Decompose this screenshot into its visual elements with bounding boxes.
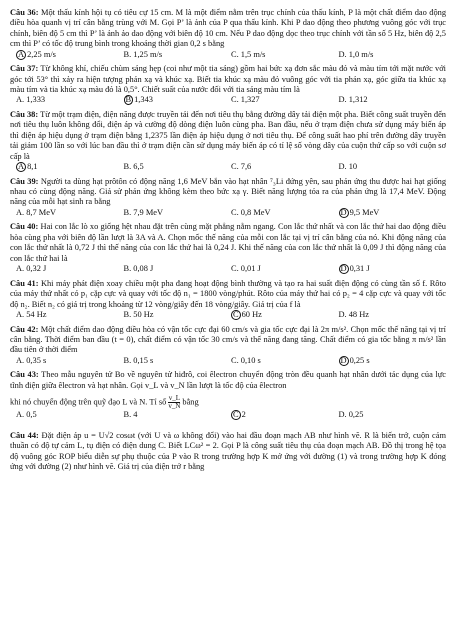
question-label: Câu 42: [10,324,39,334]
circled-letter-icon: A [18,49,25,59]
answer-option-b[interactable] [124,356,232,367]
question-body-end: bằng [182,397,199,407]
answer-option-c[interactable] [231,50,339,61]
question-text [10,370,446,391]
answer-option-a[interactable] [16,356,124,367]
answer-option-text: D. 1,0 m/s [338,49,374,59]
question-text [10,431,446,473]
answer-option-text: 2,25 m/s [27,49,56,59]
question-body-cont: khi nó chuyển động trên quỹ đạo L và N. Tỉ số [10,397,167,407]
answer-options [16,356,446,367]
answer-option-text: B. 1,25 m/s [123,49,163,59]
answer-option-d[interactable] [339,208,447,219]
answer-option-text: C. 1,5 m/s [231,49,266,59]
question-body: Từ một trạm điện, điện năng được truyền tải đến nơi tiêu thụ bằng đường dây tải điện một pha. Biết công suất truyền đến nơi tiêu thụ luôn không đổi, điện áp và cường độ dòng điện luôn cùng pha. Ban đầu, nếu ở trạm điện chưa sử dụng máy biến áp thì điện áp hiệu dụng ở trạm điện bằng 1,2375 lần điện áp hiệu dụng ở nơi tiêu thụ. Để công suất hao phí trên đường dây truyền tải giảm 100 lần so với lúc ban đầu thì ở trạm điện cần sử dụng máy biến áp có tỉ lệ số vòng dây của cuộn thứ cấp so với cuộn sơ cấp là [10,110,446,161]
answer-options [16,208,446,219]
circled-letter-icon: C [233,309,239,319]
question-43 [10,370,446,420]
question-36 [10,8,446,60]
fraction-numerator: v_L [168,394,180,403]
answer-option-text: 2 [241,410,246,420]
answer-option-text: 9,5 MeV [349,207,380,217]
answer-option-d[interactable] [339,95,447,106]
answer-option-text: A. 0,35 s [16,355,47,365]
answer-option-d[interactable] [339,50,447,61]
answer-option-b[interactable] [124,50,232,61]
question-label: Câu 36: [10,8,39,17]
question-text-cont [10,395,446,410]
question-body: Một thấu kính hội tụ có tiêu cự 15 cm. M là một điểm nằm trên trục chính của thấu kính, P là một chất điểm dao động điều hòa quanh vị trí cân bằng trùng với M. Gọi P’ là ảnh của P qua thấu kính. Khi P dao động theo phương vuông góc với trục chính, biên độ 5 cm thì P’ là ảnh ảo dao động với biên độ 10 cm. Nếu P dao động dọc theo trục chính với tần số 5 Hz, biên độ 2,5 cm thì P’ có tốc độ trung bình trong khoảng thời gian 0,2 s bằng [10,8,446,49]
answer-option-b[interactable] [124,95,232,106]
answer-option-a[interactable] [16,208,124,219]
answer-option-text: 0,31 J [349,264,370,274]
question-body: Theo mẫu nguyên tử Bo về nguyên tử hiđrô, coi êlectron chuyển động tròn đều quanh hạt nhân dưới tác dụng của lực tĩnh điện giữa êlectron và hạt nhân. Gọi v_L và v_N lần lượt là tốc độ của êlectron [10,370,446,390]
question-body: Đặt điện áp u = U√2 cosωt (với U và ω không đổi) vào hai đầu đoạn mạch AB như hình vẽ. R là biến trở, cuộn cảm thuần có độ tự cảm L, tụ điện có điện dung C. Biết LCω² = 2. Gọi P là công suất tiêu thụ của đoạn mạch AB. Đồ thị trong hệ tọa độ vuông góc ROP biểu diễn sự phụ thuộc của P vào R trong trường hợp K mở ứng với đường (1) và trong trường hợp K đóng ứng với đường (2) như hình vẽ. Giá trị của điện trở r bằng [10,430,446,471]
question-label: Câu 40: [10,222,39,232]
circled-letter-icon: D [340,355,347,365]
answer-option-a[interactable] [16,95,124,106]
question-text [10,222,446,264]
question-text [10,279,446,310]
answer-option-b[interactable] [124,410,232,421]
answer-option-a[interactable] [16,310,124,321]
question-body: Một chất điểm dao động điều hòa có vận tốc cực đại 60 cm/s và gia tốc cực đại là 2π m/s². Chọn mốc thế năng tại vị trí cân bằng. Thời điểm ban đầu (t = 0), chất điểm có vận tốc 30 cm/s và thế năng đang tăng. Chất điểm có gia tốc bằng π m/s² lần đầu tiên ở thời điểm [10,324,446,355]
fraction-denominator: v_N [168,402,181,411]
circled-letter-icon: A [18,162,25,172]
answer-option-c[interactable] [231,95,339,106]
question-label: Câu 44: [10,430,39,440]
question-body: Hai con lắc lò xo giống hệt nhau đặt trên cùng mặt phẳng nằm ngang. Con lắc thứ nhất và con lắc thứ hai dao động điều hòa cùng pha với biên độ lần lượt là 3A và A. Chọn mốc thế năng của mỗi con lắc tại vị trí cân bằng của nó. Khi động năng của con lắc thứ nhất là 0,72 J thì thế năng của con lắc thứ hai là 0,24 J. Khi thế năng của con lắc thứ nhất là 0,09 J thì động năng của con lắc thứ hai là [10,222,446,263]
answer-option-a[interactable] [16,410,124,421]
question-text [10,8,446,50]
answer-option-c[interactable] [231,208,339,219]
answer-option-text: C. 1,327 [231,95,260,105]
question-label: Câu 38: [10,110,39,120]
question-label: Câu 39: [10,176,39,186]
question-40 [10,222,446,274]
answer-option-b[interactable] [124,310,232,321]
question-label: Câu 43: [10,370,39,380]
answer-options [16,264,446,275]
answer-option-text: B. 4 [123,410,138,420]
answer-option-c[interactable] [231,162,339,173]
question-39 [10,177,446,219]
exam-page [10,8,446,636]
answer-option-text: D. 1,312 [338,95,368,105]
answer-option-c[interactable] [231,310,339,321]
answer-option-b[interactable] [124,162,232,173]
answer-option-text: C. 0,10 s [231,355,261,365]
answer-option-text: 0,25 s [349,355,370,365]
question-body: Người ta dùng hạt prôtôn có động năng 1,6 MeV bắn vào hạt nhân ⁷₃Li đứng yên, sau phản ứng thu được hai hạt giống nhau có cùng động năng. Giả sử phản ứng không kèm theo bức xạ γ. Biết năng lượng tỏa ra của phản ứng là 17,4 MeV. Động năng của mỗi hạt sinh ra bằng [10,176,446,207]
ratio-fraction [168,395,180,410]
question-body: Khi máy phát điện xoay chiều một pha đang hoạt động bình thường và tạo ra hai suất điện động có cùng tần số f. Rôto của máy thứ nhất có p₁ cặp cực và quay với tốc độ n₁ = 1800 vòng/phút. Rôto của máy thứ hai có p₂ = 4 cặp cực và quay với tốc độ n₂. Biết n₂ có giá trị trong khoảng từ 12 vòng/giây đến 18 vòng/giây. Giá trị của f là [10,278,446,309]
answer-option-text: D. 0,25 [338,410,364,420]
answer-option-d[interactable] [339,356,447,367]
answer-options [16,50,446,61]
answer-option-text: A. 0,32 J [16,264,47,274]
answer-options [16,162,446,173]
question-37 [10,64,446,106]
question-label: Câu 37: [10,64,39,74]
circled-letter-icon: B [125,95,132,105]
answer-options [16,410,446,421]
answer-option-text: B. 0,08 J [123,264,154,274]
answer-option-d[interactable] [339,264,447,275]
question-41 [10,279,446,321]
circled-letter-icon: D [340,264,347,274]
answer-option-b[interactable] [124,208,232,219]
question-text [10,110,446,162]
answer-option-text: A. 0,5 [16,410,37,420]
answer-option-text: 60 Hz [241,309,262,319]
answer-option-text: C. 7,6 [231,162,252,172]
question-text [10,177,446,208]
answer-option-c[interactable] [231,264,339,275]
circled-letter-icon: C [233,410,239,420]
answer-option-text: C. 0,01 J [231,264,261,274]
question-text [10,64,446,95]
answer-option-text: D. 10 [338,162,358,172]
answer-option-text: 8,1 [27,162,38,172]
answer-option-text: A. 54 Hz [16,309,47,319]
answer-option-d[interactable] [339,410,447,421]
answer-option-text: 1,343 [134,95,153,105]
answer-option-text: A. 8,7 MeV [16,207,57,217]
answer-option-c[interactable] [231,356,339,367]
answer-option-d[interactable] [339,162,447,173]
spacer [10,421,446,431]
answer-options [16,95,446,106]
answer-option-d[interactable] [339,310,447,321]
answer-option-text: A. 1,333 [16,95,46,105]
answer-option-a[interactable] [16,264,124,275]
answer-option-text: B. 0,15 s [123,355,154,365]
answer-option-text: D. 48 Hz [338,309,369,319]
question-label: Câu 41: [10,278,39,288]
answer-options [16,310,446,321]
answer-option-text: B. 50 Hz [123,309,154,319]
answer-option-a[interactable] [16,162,124,173]
answer-option-c[interactable] [231,410,339,421]
answer-option-b[interactable] [124,264,232,275]
answer-option-text: B. 6,5 [123,162,144,172]
question-42 [10,325,446,367]
answer-option-text: C. 0,8 MeV [231,207,271,217]
answer-option-a[interactable] [16,50,124,61]
question-text [10,325,446,356]
question-38 [10,110,446,173]
question-body: Từ không khí, chiếu chùm sáng hẹp (coi như một tia sáng) gồm hai bức xạ đơn sắc màu đỏ và màu tím tới mặt nước với góc tới 53° thì xảy ra hiện tượng phản xạ và khúc xạ. Biết tia khúc xạ màu đỏ vuông góc với tia phản xạ, góc giữa tia khúc xạ màu tím và tia khúc xạ màu đỏ là 0,5°. Chiết suất của nước đối với tia sáng màu tím là [10,64,446,95]
spacer [10,472,446,476]
answer-option-text: B. 7,9 MeV [123,207,164,217]
circled-letter-icon: D [340,207,347,217]
question-44 [10,431,446,473]
